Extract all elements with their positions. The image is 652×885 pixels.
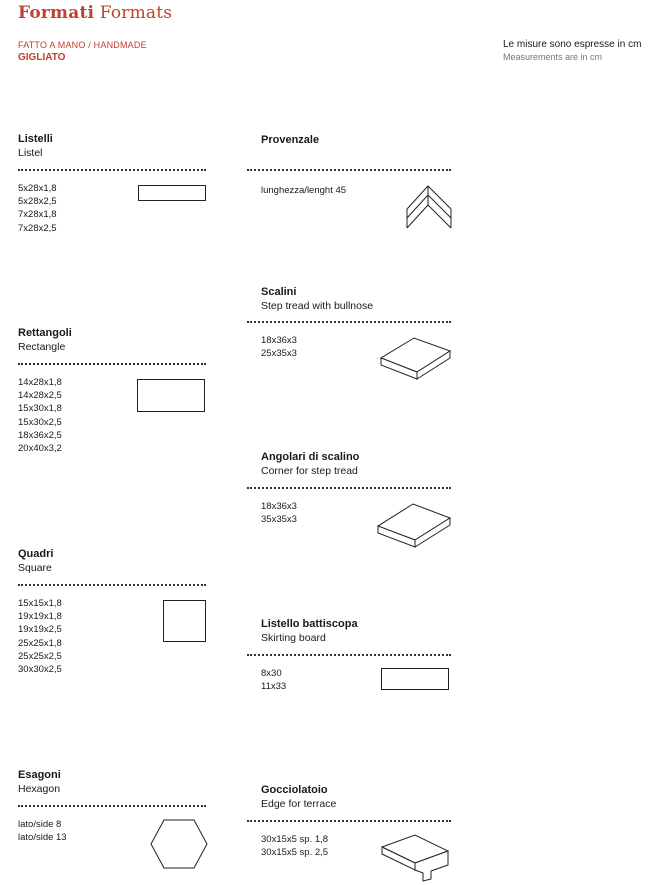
size-item: 7x28x2,5 <box>18 222 57 234</box>
size-list-esagoni <box>18 818 67 844</box>
step-tread-shape <box>378 336 452 382</box>
measurement-note-it: Le misure sono espresse in cm <box>503 39 642 50</box>
section-title: Quadri <box>18 548 54 560</box>
size-item: 14x28x2,5 <box>18 390 62 402</box>
section-title: Listello battiscopa <box>261 618 358 630</box>
rectangle-shape <box>137 379 205 412</box>
size-item: 11x33 <box>261 681 287 693</box>
size-item: 15x30x1,8 <box>18 403 62 415</box>
size-list-listelli <box>18 182 57 235</box>
size-item: 19x19x1,8 <box>18 611 62 623</box>
size-list-gocciolatoio <box>261 833 328 859</box>
measurement-note-en: Measurements are in cm <box>503 52 603 62</box>
section-angolari <box>261 450 359 478</box>
section-esagoni <box>18 768 61 796</box>
section-subtitle: Listel <box>18 147 43 159</box>
dotted-divider <box>247 487 451 489</box>
section-battiscopa <box>261 617 358 645</box>
section-subtitle: Rectangle <box>18 341 66 353</box>
size-item: 7x28x1,8 <box>18 209 57 221</box>
title-bold: Formati <box>18 3 95 23</box>
size-list-provenzale <box>261 184 346 197</box>
section-subtitle: Hexagon <box>18 783 61 795</box>
terrace-edge-shape <box>379 833 451 883</box>
dotted-divider <box>247 321 451 323</box>
size-item: 25x25x2,5 <box>18 650 62 662</box>
size-item: 25x25x1,8 <box>18 637 62 649</box>
section-scalini <box>261 285 373 313</box>
size-item: 20x40x3,2 <box>18 443 62 455</box>
size-item: 19x19x2,5 <box>18 624 62 636</box>
section-subtitle: Square <box>18 562 52 574</box>
collection-name: GIGLIATO <box>18 52 66 63</box>
dotted-divider <box>247 169 451 171</box>
hexagon-shape <box>150 819 208 869</box>
section-title: Provenzale <box>261 134 320 146</box>
dotted-divider <box>18 169 206 171</box>
size-list-battiscopa <box>261 667 286 693</box>
size-list-angolari <box>261 500 297 526</box>
section-subtitle: Step tread with bullnose <box>261 300 374 312</box>
size-item: 5x28x2,5 <box>18 196 57 208</box>
size-list-quadri <box>18 597 62 676</box>
section-gocciolatoio <box>261 783 336 811</box>
size-item: 18x36x2,5 <box>18 429 62 441</box>
section-title: Listelli <box>18 133 53 145</box>
size-item: lato/side 13 <box>18 832 67 844</box>
section-title: Gocciolatoio <box>261 784 328 796</box>
size-item: 30x15x5 sp. 2,5 <box>261 847 329 859</box>
size-list-rettangoli <box>18 376 62 455</box>
subtitle: FATTO A MANO / HANDMADE <box>18 40 147 50</box>
dotted-divider <box>18 584 206 586</box>
section-title: Rettangoli <box>18 327 72 339</box>
page-title <box>18 3 172 23</box>
size-item: 35x35x3 <box>261 514 297 526</box>
section-title: Esagoni <box>18 769 61 781</box>
title-light: Formats <box>99 3 173 23</box>
section-subtitle: Corner for step tread <box>261 465 358 477</box>
section-rettangoli <box>18 326 72 354</box>
dotted-divider <box>247 820 451 822</box>
section-listelli <box>18 132 53 160</box>
section-provenzale <box>261 133 319 147</box>
section-title: Scalini <box>261 286 297 298</box>
section-subtitle: Skirting board <box>261 632 326 644</box>
size-item: 30x15x5 sp. 1,8 <box>261 834 329 845</box>
herringbone-shape <box>405 184 453 230</box>
listel-shape <box>138 185 206 201</box>
size-item: lunghezza/lenght 45 <box>261 185 347 196</box>
size-item: 5x28x1,8 <box>18 183 57 194</box>
section-quadri <box>18 547 53 575</box>
square-shape <box>163 600 206 642</box>
size-item: 18x36x3 <box>261 501 297 512</box>
size-item: 25x35x3 <box>261 348 297 360</box>
size-item: 14x28x1,8 <box>18 377 62 388</box>
size-item: lato/side 8 <box>18 819 62 830</box>
size-item: 15x30x2,5 <box>18 416 62 428</box>
skirting-shape <box>381 668 449 690</box>
size-item: 30x30x2,5 <box>18 664 62 676</box>
dotted-divider <box>18 805 206 807</box>
dotted-divider <box>247 654 451 656</box>
section-title: Angolari di scalino <box>261 451 360 463</box>
size-item: 8x30 <box>261 668 282 679</box>
section-subtitle: Edge for terrace <box>261 798 337 810</box>
dotted-divider <box>18 363 206 365</box>
size-item: 18x36x3 <box>261 335 297 346</box>
size-list-scalini <box>261 334 297 360</box>
corner-step-shape <box>375 502 453 550</box>
size-item: 15x15x1,8 <box>18 598 62 609</box>
